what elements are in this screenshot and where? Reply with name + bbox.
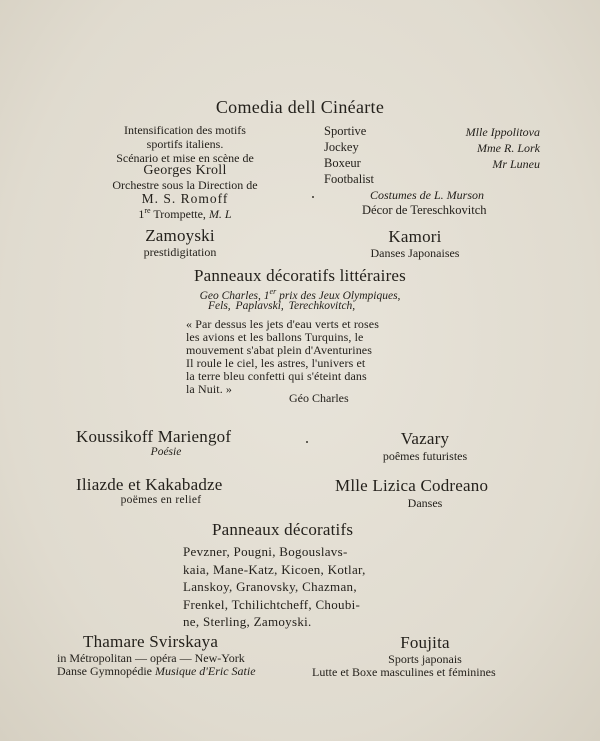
poem-line: Il roule le ciel, les astres, l'univers et — [186, 356, 366, 370]
ornament-dot — [306, 441, 308, 443]
litteraires-poem — [186, 318, 379, 396]
trumpet-number: 1 — [138, 207, 145, 221]
zamoyski-name: Zamoyski — [145, 226, 215, 245]
zamoyski-desc: prestidigitation — [143, 245, 217, 259]
foujita-line1: Sports japonais — [388, 652, 462, 666]
poem-line: mouvement s'abat plein d'Aventurines — [186, 343, 372, 357]
poem-line: la terre bleu confetti qui s'éteint dans — [186, 369, 367, 383]
lizica-name: Mlle Lizica Codreano — [335, 476, 489, 495]
actor-item: Mme R. Lork — [477, 141, 540, 155]
litteraires-title: Panneaux décoratifs littéraires — [193, 266, 406, 285]
trumpet-sup: re — [144, 206, 151, 215]
comedia-actors — [400, 124, 540, 172]
artists-line: Frenkel, Tchilichtcheff, Choubi- — [183, 596, 361, 612]
thamare-line1: in Métropolitan — opéra — New-York — [57, 651, 245, 665]
role-item: Jockey — [324, 140, 359, 154]
credit-sup: er — [269, 287, 277, 296]
credit-text: Geo Charles, 1 — [199, 289, 270, 302]
poem-line: les avions et les ballons Turquins, le — [186, 330, 364, 344]
role-item: Boxeur — [324, 156, 361, 170]
comedia-director: Georges Kroll — [143, 163, 227, 178]
comedia-decor: Décor de Tereschkovitch — [362, 203, 487, 217]
vazary-desc: poêmes futuristes — [382, 449, 468, 463]
iliazde-name: Iliazde et Kakabadze — [76, 475, 223, 494]
comedia-desc-line: Intensification des motifs — [124, 123, 246, 137]
role-item: Footbalist — [324, 172, 375, 186]
artists-line: kaia, Mane-Katz, Kicoen, Kotlar, — [183, 561, 366, 577]
koussikoff-name: Koussikoff Mariengof — [76, 427, 232, 446]
artists-line: ne, Sterling, Zamoyski. — [183, 614, 312, 629]
thamare-name: Thamare Svirskaya — [83, 632, 219, 651]
credit-text: prix des Jeux Olympiques, — [276, 289, 401, 302]
foujita-name: Foujita — [400, 633, 450, 652]
iliazde-desc: poëmes en relief — [120, 494, 202, 506]
kamori-desc: Danses Japonaises — [370, 246, 460, 260]
lizica-desc: Danses — [407, 496, 443, 510]
thamare-line2 — [57, 664, 256, 679]
litteraires-signature: Géo Charles — [289, 391, 349, 405]
comedia-title: Comedia dell Cinéarte — [215, 97, 385, 117]
artists-line: Lanskoy, Granovsky, Chazman, — [183, 579, 357, 594]
thamare-music: Musique d'Eric Satie — [154, 664, 256, 678]
artists-line: Pevzner, Pougni, Bogouslavs- — [183, 544, 348, 559]
litteraires-credit-2: Fels, Paplavski, Terechkovitch, — [208, 300, 356, 312]
poem-line: la Nuit. » — [186, 382, 232, 396]
trumpet-name: M. L — [205, 207, 232, 221]
comedia-desc-line: sportifs italiens. — [146, 137, 224, 151]
ornament-dot — [312, 196, 314, 198]
actor-item: Mlle Ippolitova — [465, 125, 540, 139]
actor-item: Mr Luneu — [492, 157, 540, 171]
poem-line: « Par dessus les jets d'eau verts et roses — [186, 317, 379, 331]
comedia-description — [60, 123, 310, 165]
comedia-roles — [324, 123, 374, 187]
comedia-conductor: M. S. Romoff — [141, 191, 229, 206]
decoratifs-artists — [183, 543, 366, 631]
foujita-line2: Lutte et Boxe masculines et féminines — [312, 665, 496, 679]
comedia-desc-line: Scénario et mise en scène de — [116, 151, 254, 165]
kamori-name: Kamori — [388, 227, 442, 246]
comedia-orchestra-line: Orchestre sous la Direction de — [112, 178, 258, 192]
comedia-trumpet — [60, 206, 310, 222]
comedia-costumes: Costumes de L. Murson — [370, 188, 485, 202]
koussikoff-desc: Poésie — [150, 446, 182, 458]
trumpet-label: Trompette, — [150, 207, 206, 221]
thamare-dance: Danse Gymnopédie — [57, 664, 155, 678]
decoratifs-title: Panneaux décoratifs — [212, 520, 354, 539]
role-item: Sportive — [324, 124, 367, 138]
vazary-name: Vazary — [400, 429, 450, 448]
